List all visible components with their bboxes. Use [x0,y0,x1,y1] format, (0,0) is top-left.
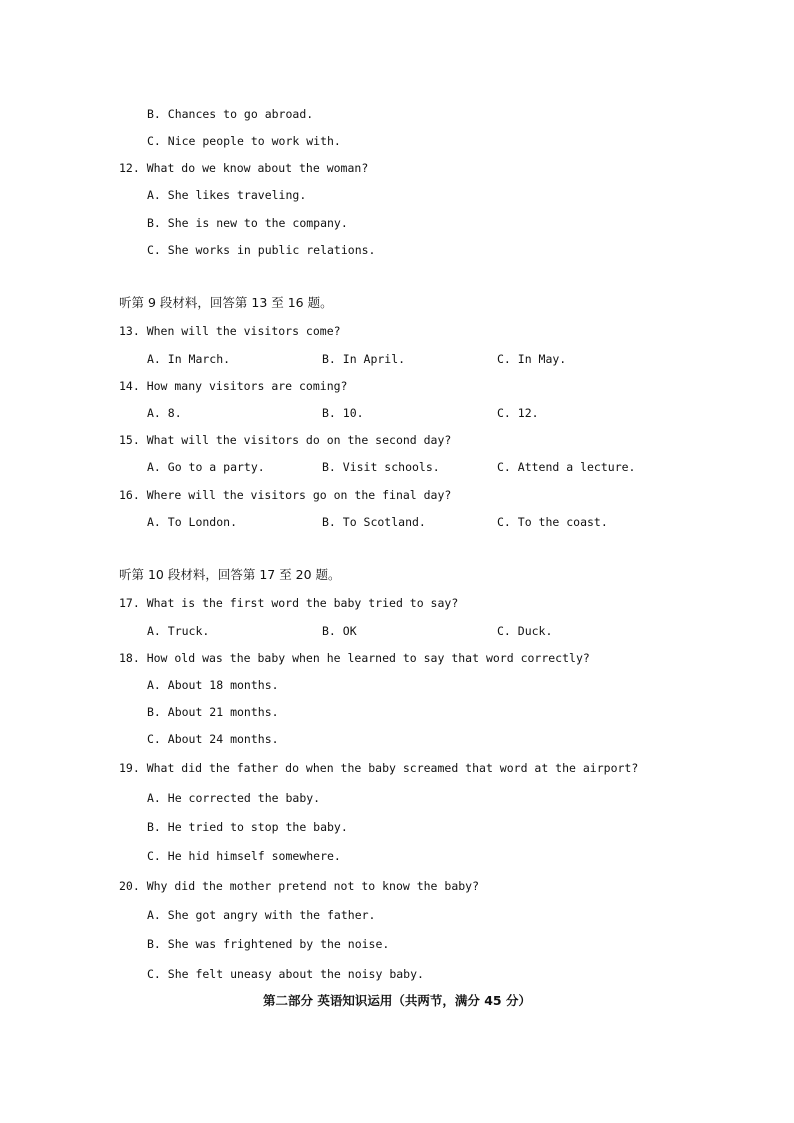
section-10-instruction: 听第 10 段材料，回答第 17 至 20 题。 [119,567,341,582]
q15-option-b: B. Visit schools. [322,460,440,474]
q12-option-b: B. She is new to the company. [147,216,348,230]
q20-stem: 20. Why did the mother pretend not to know the baby? [119,879,480,893]
q17-option-a: A. Truck. [147,624,210,638]
q20-option-b: B. She was frightened by the noise. [147,937,390,951]
section-9-instruction: 听第 9 段材料，回答第 13 至 16 题。 [119,295,333,310]
q16-option-a: A. To London. [147,515,238,529]
q19-option-c: C. He hid himself somewhere. [147,849,341,863]
q12-option-a: A. She likes traveling. [147,188,307,202]
q18-option-c: C. About 24 months. [147,732,279,746]
q20-option-c: C. She felt uneasy about the noisy baby. [147,967,424,981]
q11-option-c: C. Nice people to work with. [147,134,341,148]
part-2-heading: 第二部分 英语知识运用（共两节，满分 45 分） [263,993,531,1008]
q16-option-c: C. To the coast. [497,515,608,529]
q20-option-a: A. She got angry with the father. [147,908,376,922]
q14-option-b: B. 10. [322,406,364,420]
q17-option-b: B. OK [322,624,357,638]
q18-option-a: A. About 18 months. [147,678,279,692]
q13-stem: 13. When will the visitors come? [119,324,341,338]
q11-option-b: B. Chances to go abroad. [147,107,314,121]
q13-option-c: C. In May. [497,352,567,366]
q15-option-a: A. Go to a party. [147,460,265,474]
q14-option-c: C. 12. [497,406,539,420]
q12-stem: 12. What do we know about the woman? [119,161,369,175]
q14-stem: 14. How many visitors are coming? [119,379,348,393]
q15-stem: 15. What will the visitors do on the second day? [119,433,452,447]
q13-option-b: B. In April. [322,352,406,366]
q16-stem: 16. Where will the visitors go on the final day? [119,488,452,502]
q12-option-c: C. She works in public relations. [147,243,376,257]
q17-stem: 17. What is the first word the baby tried to say? [119,596,459,610]
q14-option-a: A. 8. [147,406,182,420]
q16-option-b: B. To Scotland. [322,515,426,529]
q19-option-b: B. He tried to stop the baby. [147,820,348,834]
q15-option-c: C. Attend a lecture. [497,460,636,474]
q13-option-a: A. In March. [147,352,231,366]
q18-option-b: B. About 21 months. [147,705,279,719]
q18-stem: 18. How old was the baby when he learned to say that word correctly? [119,651,590,665]
q17-option-c: C. Duck. [497,624,553,638]
q19-option-a: A. He corrected the baby. [147,791,321,805]
q19-stem: 19. What did the father do when the baby screamed that word at the airport? [119,761,639,775]
